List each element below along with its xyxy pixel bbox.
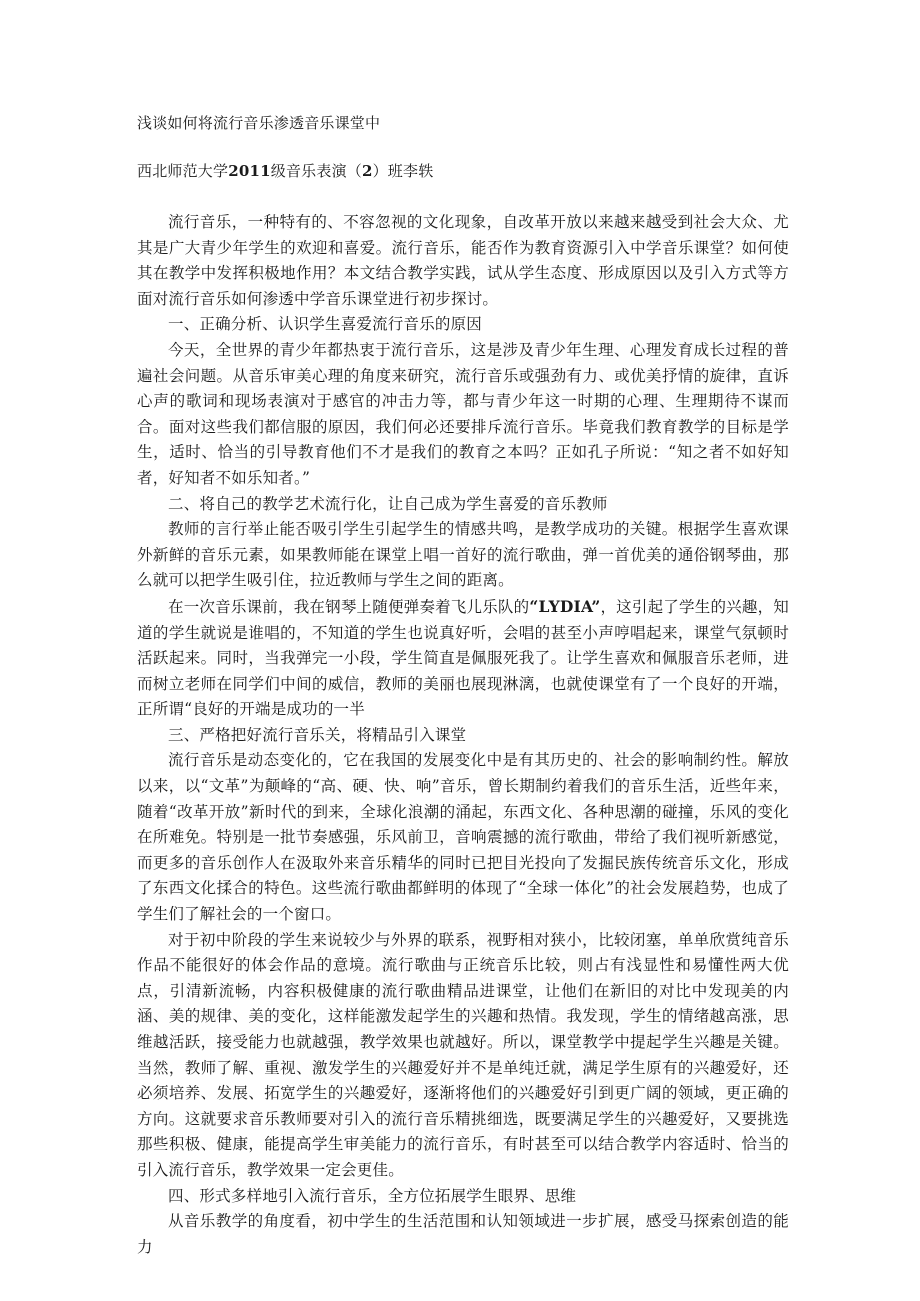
document-title: 浅谈如何将流行音乐渗透音乐课堂中: [137, 114, 381, 132]
document-content: [137, 109, 789, 1260]
section-heading-2: 二、将自己的教学艺术流行化，让自己成为学生喜爱的音乐教师: [168, 494, 608, 513]
section-4-paragraph-1: 从音乐教学的角度看，初中学生的生活范围和认知领域进一步扩展，感受马探索创造的能力: [137, 1212, 789, 1256]
author-year: 2011: [228, 162, 271, 180]
section-heading-4: 四、形式多样地引入流行音乐，全方位拓展学生眼界、思维: [168, 1186, 577, 1205]
section-2-paragraph-2: [137, 594, 789, 723]
paragraph-text-before-song: 在一次音乐课前，我在钢琴上随便弹奏着飞儿乐队的: [168, 597, 530, 616]
article-body: [137, 210, 789, 1260]
paragraph-text-after-song: ，这引起了学生的兴趣，知道的学生就说是谁唱的，不知道的学生也说真好听，会唱的甚至小声哼唱起来，课堂气氛顿时活跃起来。同时，当我弹完一小段，学生简直是佩服死我了。让学生喜欢和佩服音乐老师，进而树立老师在同学们中间的威信，教师的美丽也展现淋漓，也就使课堂有了一个良好的开端，正所谓“良好的开端是成功的一半: [137, 597, 789, 719]
author-line: [137, 157, 789, 185]
intro-paragraph: 流行音乐，一种特有的、不容忽视的文化现象，自改革开放以来越来越受到社会大众、尤其是广大青少年学生的欢迎和喜爱。流行音乐，能否作为教育资源引入中学音乐课堂？如何使其在教学中发挥积极地作用？本文结合教学实践，试从学生态度、形成原因以及引入方式等方面对流行音乐如何渗透中学音乐课堂进行初步探讨。: [137, 213, 789, 308]
section-3-paragraph-2: 对于初中阶段的学生来说较少与外界的联系，视野相对狭小，比较闭塞，单单欣赏纯音乐作品不能很好的体会作品的意境。流行歌曲与正统音乐比较，则占有浅显性和易懂性两大优点，引清新流畅，内容积极健康的流行歌曲精品进课堂，让他们在新旧的对比中发现美的内涵、美的规律、美的变化，这样能激发起学生的兴趣和热情。我发现，学生的情绪越高涨，思维越活跃，接受能力也就越强，教学效果也就越好。所以，课堂教学中提起学生兴趣是关键。当然，教师了解、重视、激发学生的兴趣爱好并不是单纯迁就，满足学生原有的兴趣爱好，还必须培养、发展、拓宽学生的兴趣爱好，逐渐将他们的兴趣爱好引到更广阔的领域，更正确的方向。这就要求音乐教师要对引入的流行音乐精挑细选，既要满足学生的兴趣爱好，又要挑选那些积极、健康，能提高学生审美能力的流行音乐，有时甚至可以结合教学内容适时、恰当的引入流行音乐，教学效果一定会更佳。: [137, 930, 789, 1179]
song-title: “LYDIA”: [529, 596, 601, 616]
section-2-paragraph-1: 教师的言行举止能否吸引学生引起学生的情感共鸣，是教学成功的关键。根据学生喜欢课外新鲜的音乐元素，如果教师能在课堂上唱一首好的流行歌曲，弹一首优美的通俗钢琴曲，那么就可以把学生吸引住，拉近教师与学生之间的距离。: [137, 520, 789, 590]
section-heading-3: 三、严格把好流行音乐关，将精品引入课堂: [168, 725, 467, 744]
section-3-paragraph-1: 流行音乐是动态变化的，它在我国的发展变化中是有其历史的、社会的影响制约性。解放以来，以“文革”为颠峰的“高、硬、快、响”音乐，曾长期制约着我们的音乐生活，近些年来，随着“改革开放”新时代的到来，全球化浪潮的涌起，东西文化、各种思潮的碰撞，乐风的变化在所难免。特别是一批节奏感强，乐风前卫，音响震撼的流行歌曲，带给了我们视听新感觉，而更多的音乐创作人在汲取外来音乐精华的同时已把目光投向了发掘民族传统音乐文化，形成了东西文化揉合的特色。这些流行歌曲都鲜明的体现了“全球一体化”的社会发展趋势，也成了学生们了解社会的一个窗口。: [137, 751, 789, 924]
author-major: 级音乐表演（: [270, 162, 362, 180]
section-1-paragraph: 今天，全世界的青少年都热衷于流行音乐，这是涉及青少年生理、心理发育成长过程的普遍社会问题。从音乐审美心理的角度来研究，流行音乐或强劲有力、或优美抒情的旋律，直诉心声的歌词和现场表演对于感官的冲击力等，都与青少年这一时期的心理、生理期待不谋而合。面对这些我们都信服的原因，我们何必还要排斥流行音乐。毕竟我们教育教学的目标是学生，适时、恰当的引导教育他们不才是我们的教育之本吗？正如孔子所说：“知之者不如好知者，好知者不如乐知者。”: [137, 340, 789, 487]
author-name: ）班李轶: [372, 162, 434, 180]
author-class: 2: [361, 162, 373, 180]
author-school: 西北师范大学: [137, 162, 229, 180]
section-heading-1: 一、正确分析、认识学生喜爱流行音乐的原因: [168, 315, 483, 334]
